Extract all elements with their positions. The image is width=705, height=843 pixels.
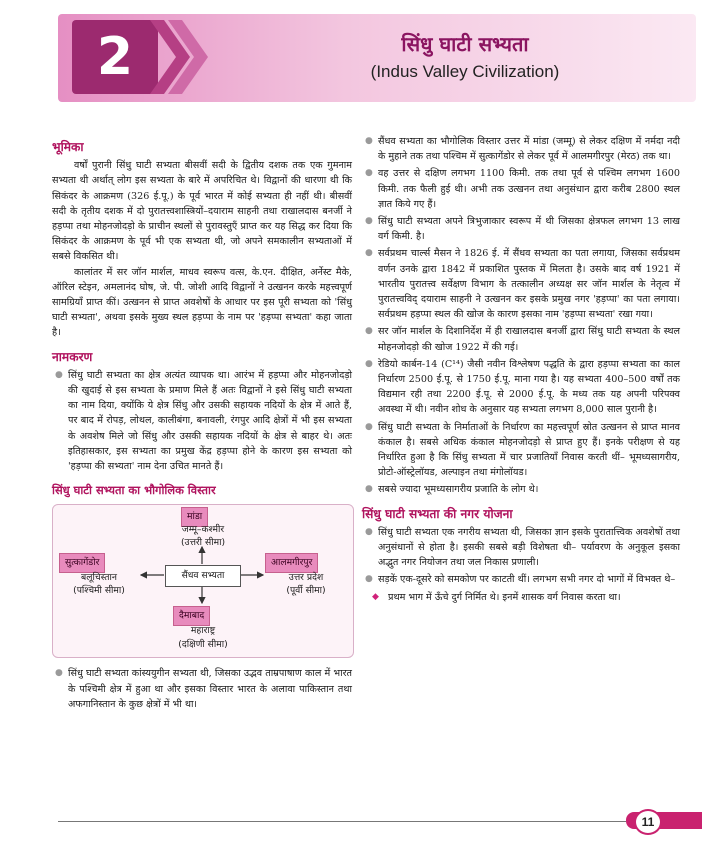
- bullet-icon: ●: [365, 168, 373, 179]
- east-place: उत्तर प्रदेश: [288, 572, 324, 584]
- list-item: ● सिंधु घाटी सभ्यता के निर्माताओं के निर्धारण का महत्त्वपूर्ण स्रोत उत्खनन से प्राप्त मानव कंकाल है। सबसे अधिक कंकाल मोहनजोदड़ो से प्राप्त हुए हैं। इनके परीक्षण से यह निर्धारित हुआ है कि सिंधु सभ्यता में चार प्रजातियाँ निवास करती थीं– भूमध्यसागरीय, प्रोटो-ऑस्ट्रेलॉयड, अल्पाइन तथा मंगोलॉयड।: [365, 421, 680, 479]
- geo-list: [52, 666, 352, 712]
- list-item: ● वह उत्तर से दक्षिण लगभग 1100 किमी. तक तथा पूर्व से पश्चिम लगभग 1600 किमी. तक फैली हुई थी। अभी तक उत्खनन तथा अनुसंधान द्वारा करीब 2800 स्थल ज्ञात किये गए हैं।: [365, 168, 680, 210]
- intro-paragraph-2: कालांतर में सर जॉन मार्शल, माधव स्वरूप वत्स, के.एन. दीक्षित, अर्नेस्ट मैके, ऑरिल स्टेइन, अमलानंद घोष, जे. पी. जोशी आदि विद्वानों ने उत्खनन करके महत्त्वपूर्ण सामग्रियाँ प्राप्त कीं। उत्खनन से प्राप्त अवशेषों के आधार पर इस पूरी सभ्यता को 'सिंधु घाटी सभ्यता', अथवा इसके मुख्य स्थल हड़प्पा के नाम पर 'हड़प्पा सभ्यता' कहा जाता है।: [52, 266, 352, 339]
- chapter-title: सिंधु घाटी सभ्यता: [401, 32, 529, 56]
- page-number: 11: [634, 809, 662, 835]
- list-item: ● सिंधु घाटी सभ्यता कांस्ययुगीन सभ्यता थी, जिसका उद्भव ताम्रपाषाण काल में भारत के पश्चिमी क्षेत्र में हुआ था और इसका विस्तार भारत के अलावा पाकिस्तान तथा अफगानिस्तान के कुछ क्षेत्रों में भी था।: [55, 668, 352, 710]
- page-number-tab: [626, 812, 702, 829]
- list-item: ● सिंधु घाटी सभ्यता का क्षेत्र अत्यंत व्यापक था। आरंभ में हड़प्पा और मोहनजोदड़ो की खुदाई से इस सभ्यता के प्रमाण मिले हैं अतः विद्वानों ने इसे सिंधु घाटी सभ्यता का नाम दिया, क्योंकि ये क्षेत्र सिंधु और उसकी सहायक नदियों के क्षेत्र में आते हैं, पर बाद में रोपड़, लोथल, कालीबंगा, बनावली, रंगपुर आदि क्षेत्रों में भी इस सभ्यता के अवशेष मिले जो सिंधु और उसकी सहायक नदियों के क्षेत्र से बाहर थे। अतः इतिहासकार, इस सभ्यता का प्रमुख केंद्र हड़प्पा होने के कारण इस सभ्यता को 'हड़प्पा की सभ्यता' नाम देना उचित मानते हैं।: [55, 369, 352, 473]
- naming-list: [52, 368, 352, 474]
- bullet-icon: ●: [55, 668, 63, 679]
- list-item: ● सैंधव सभ्यता का भौगोलिक विस्तार उत्तर में मांडा (जम्मू) से लेकर दक्षिण में नर्मदा नदी के मुहाने तक तथा पश्चिम में सुत्कागेंडोर से लेकर पूर्व में आलमगीरपुर (मेरठ) तक था।: [365, 136, 680, 163]
- west-place: बलूचिस्तान: [81, 572, 117, 584]
- town-planning-heading: सिंधु घाटी सभ्यता की नगर योजना: [362, 506, 513, 521]
- list-item: ● सिंधु घाटी सभ्यता एक नगरीय सभ्यता थी, जिसका ज्ञान इसके पुरातात्त्विक अवशेषों तथा अनुसंधानों से होता है। इसकी सबसे बड़ी विशेषता थी– पर्यावरण के अनुकूल इसका अद्भुत नगर नियोजन तथा जल निकास प्रणाली।: [365, 526, 680, 569]
- south-site-box: दैमाबाद: [173, 606, 210, 625]
- bullet-icon: ●: [365, 421, 373, 432]
- list-item: ● रेडियो कार्बन-14 (C¹⁴) जैसी नवीन विश्लेषण पद्धति के द्वारा हड़प्पा सभ्यता का काल निर्धारण 2500 ई.पू. से 1750 ई.पू. माना गया है। यह सभ्यता 400–500 वर्षों तक विद्यमान रही तथा 2200 ई.पू. से 2000 ई.पू. के मध्य तक यह अपनी परिपक्व अवस्था में थी। नवीन शोध के अनुसार यह सभ्यता लगभग 8,000 साल पुरानी है।: [365, 358, 680, 416]
- list-item: ● सड़कें एक-दूसरे को समकोण पर काटती थीं। लगभग सभी नगर दो भागों में विभक्त थे–: [362, 572, 680, 587]
- page-footer: [58, 812, 702, 828]
- right-column: [362, 134, 680, 607]
- east-site-box: आलमगीरपुर: [265, 553, 318, 572]
- geo-heading: सिंधु घाटी सभ्यता का भौगोलिक विस्तार: [52, 483, 216, 498]
- north-site-box: मांडा: [181, 507, 208, 526]
- east-limit: (पूर्वी सीमा): [286, 585, 326, 597]
- bullet-icon: ●: [55, 369, 63, 380]
- bullet-icon: ●: [365, 326, 373, 337]
- town-list: [362, 525, 680, 605]
- bullet-icon: ●: [365, 484, 373, 495]
- chapter-subtitle: (Indus Valley Civilization): [370, 62, 560, 81]
- west-site-box: सुत्कागेंडोर: [59, 553, 105, 572]
- intro-paragraph-1: वर्षों पुरानी सिंधु घाटी सभ्यता बीसवीं सदी के द्वितीय दशक तक एक गुमनाम सभ्यता थी अर्थात् लोग इस सभ्यता के बारे में अपरिचित थे। विद्वानों की धारणा थी कि सिकंदर के आक्रमण (326 ई.पू.) के पूर्व भारत में कोई सभ्यता ही नहीं थी। बीसवीं सदी के तृतीय दशक में दो पुरातत्त्वशास्त्रियों–दयाराम साहनी तथा राखालदास बनर्जी ने हड़प्पा तथा मोहनजोदड़ो के प्राचीन स्थलों से पुरावस्तुएँ प्राप्त कर यह सिद्ध कर दिया कि सिकंदर के आक्रमण के पूर्व भी एक सभ्यता थी, जो अपने समकालीन सभ्यताओं में सबसे विकसित थी।: [52, 160, 352, 263]
- geographic-extent-diagram: [52, 504, 354, 658]
- bullet-icon: ●: [365, 216, 373, 227]
- list-item: ● सिंधु घाटी सभ्यता अपने त्रिभुजाकार स्वरूप में थी जिसका क्षेत्रफल लगभग 13 लाख वर्ग किमी. है।: [365, 216, 680, 243]
- south-place: महाराष्ट्र: [190, 625, 216, 637]
- footer-rule: [58, 821, 626, 822]
- list-item: ● सर जॉन मार्शल के दिशानिर्देश में ही राखालदास बनर्जी द्वारा सिंधु घाटी सभ्यता के स्थल मोहनजोदड़ो की खोज 1922 में की गई।: [365, 326, 680, 353]
- chevron-arrows-icon: [150, 20, 210, 94]
- sub-list-item: ◆ प्रथम भाग में ऊँचे दुर्ग निर्मित थे। इनमें शासक वर्ग निवास करता था।: [362, 590, 680, 605]
- center-box: सैंधव सभ्यता: [165, 565, 241, 587]
- list-item: ● सर्वप्रथम चार्ल्स मैसन ने 1826 ई. में सैंधव सभ्यता का पता लगाया, जिसका सर्वप्रथम वर्णन उनके द्वारा 1842 में प्रकाशित पुस्तक में मिलता है। उसके बाद वर्ष 1921 में भारतीय पुरातत्त्व सर्वेक्षण विभाग के तत्कालीन अध्यक्ष सर जॉन मार्शल के नेतृत्व में पुरातत्त्वविद् दयाराम साहनी ने उत्खनन कर इसके प्रमुख नगर 'हड़प्पा' का पता लगाया। सर्वप्रथम हड़प्पा स्थल की खोज के कारण इसका नाम 'हड़प्पा सभ्यता' रखा गया।: [365, 248, 680, 321]
- west-limit: (पश्चिमी सीमा): [73, 585, 125, 597]
- bullet-icon: ●: [365, 526, 373, 537]
- naming-heading: नामकरण: [52, 349, 93, 364]
- left-column: [52, 140, 352, 714]
- list-item: ● सबसे ज्यादा भूमध्यसागरीय प्रजाति के लोग थे।: [362, 482, 680, 497]
- intro-heading: भूमिका: [52, 140, 84, 154]
- chapter-number: 2: [72, 20, 158, 94]
- south-limit: (दक्षिणी सीमा): [178, 639, 228, 651]
- bullet-icon: ●: [365, 574, 373, 585]
- diamond-bullet-icon: ◆: [372, 591, 379, 602]
- bullet-icon: ●: [365, 358, 373, 369]
- bullet-icon: ●: [365, 248, 373, 259]
- bullet-icon: ●: [365, 136, 373, 146]
- extent-list: [362, 134, 680, 498]
- north-place: जम्मू–कश्मीर: [181, 524, 225, 536]
- north-limit: (उत्तरी सीमा): [180, 537, 226, 549]
